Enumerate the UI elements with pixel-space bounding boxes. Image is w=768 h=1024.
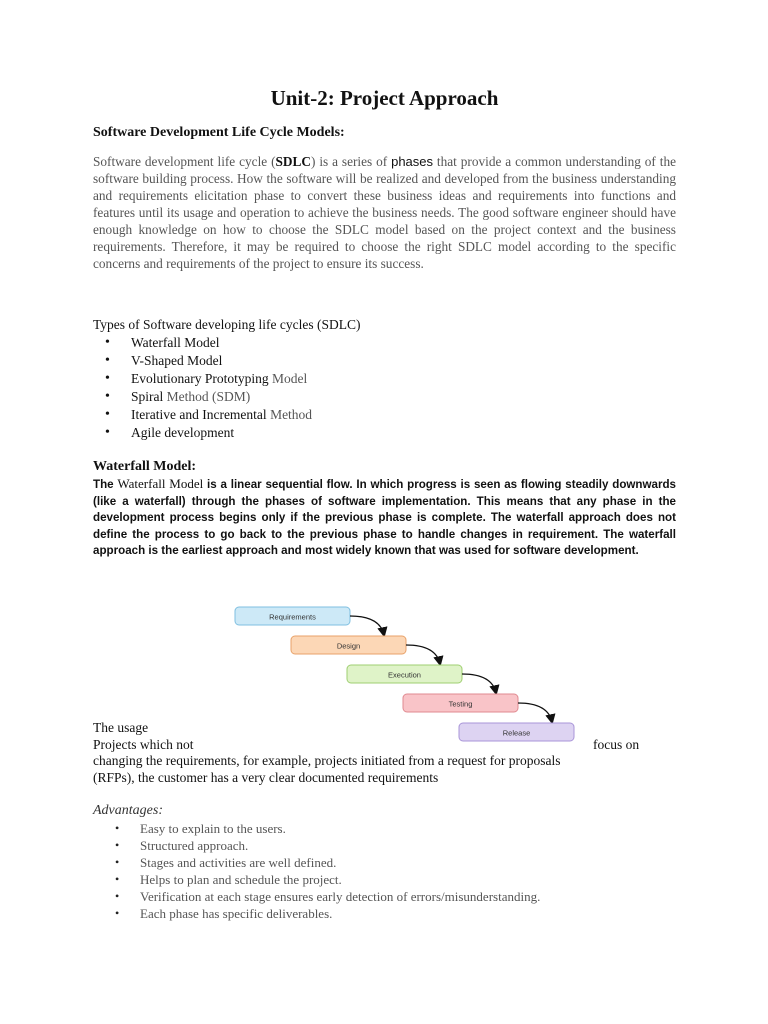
- types-intro: Types of Software developing life cycles (SDLC): [93, 317, 361, 332]
- intro-paragraph: [93, 153, 676, 272]
- usage-line-2b: focus on: [593, 737, 640, 752]
- usage-line-4: (RFPs), the customer has a very clear documented requirements: [93, 770, 439, 785]
- list-item: [93, 334, 312, 352]
- list-item-extra: Method: [270, 407, 313, 422]
- flow-arrow: [350, 616, 384, 635]
- diagram-steps: [235, 607, 574, 741]
- list-item: [93, 370, 312, 388]
- list-item: [93, 406, 312, 424]
- intro-phases-link: phases: [391, 154, 434, 169]
- flow-arrow: [518, 703, 552, 722]
- list-item-text: V-Shaped Model: [131, 353, 223, 368]
- usage-line-3: changing the requirements, for example, projects initiated from a request for proposals: [93, 753, 561, 768]
- list-item-extra: Method (SDM): [166, 389, 251, 404]
- list-item-text: Spiral: [131, 389, 167, 404]
- list-item-extra: Model: [272, 371, 308, 386]
- list-item: [93, 352, 312, 370]
- list-item: • Structured approach.: [93, 837, 540, 854]
- usage-line-1: The usage: [93, 720, 149, 735]
- intro-text-1: Software development life cycle (: [93, 154, 276, 169]
- intro-text-3: that provide a common understanding of the software building process. How the software will be realized and developed from the business understanding and requirements elicitation phase to convert these business ideas and requirements into functions and features until its usage and operation to achieve the business needs. The good software engineer should have enough knowledge on how to choose the SDLC model based on the project context and the business requirements.: [93, 154, 677, 254]
- usage-line-2a: Projects which not: [93, 737, 194, 752]
- waterfall-lead: The: [93, 478, 118, 491]
- advantages-list: [93, 820, 540, 922]
- types-list: [93, 334, 312, 442]
- waterfall-model-name: Waterfall Model: [117, 476, 204, 491]
- section-subheading: Software Development Life Cycle Models:: [93, 125, 345, 140]
- waterfall-paragraph: [93, 476, 676, 560]
- advantages-heading: Advantages:: [93, 803, 163, 818]
- intro-text-4: Therefore, it may be required to choose the right SDLC model according to the specific concerns and requirements of the project to ensure its success.: [93, 239, 676, 271]
- list-item: [93, 388, 312, 406]
- waterfall-body: is a linear sequential flow. In which progress is seen as flowing steadily downwards (like a waterfall) through the phases of software implementation. This means that any phase in the development process begins only if the previous phase is complete. The waterfall approach does not define the process to go back to the previous phase to handle changes in requirement. The waterfall approach is the earliest approach and most widely known that was used for software development.: [93, 478, 677, 557]
- list-item: • Helps to plan and schedule the project.: [93, 871, 540, 888]
- intro-text-2: ) is a series of: [311, 154, 392, 169]
- step-label-testing: Testing: [448, 699, 473, 709]
- list-item-text: Waterfall Model: [131, 335, 220, 350]
- step-label-execution: Execution: [388, 670, 421, 680]
- list-item-text: Iterative and Incremental: [131, 407, 271, 422]
- step-label-release: Release: [502, 728, 531, 738]
- waterfall-diagram: [232, 598, 592, 748]
- list-item-text: Agile development: [131, 425, 235, 440]
- list-item: • Verification at each stage ensures early detection of errors/misunderstanding.: [93, 888, 540, 905]
- list-item: [93, 424, 312, 442]
- list-item: • Easy to explain to the users.: [93, 820, 540, 837]
- step-label-requirements: Requirements: [269, 612, 316, 622]
- list-item-text: Evolutionary Prototyping: [131, 371, 272, 386]
- list-item: • Each phase has specific deliverables.: [93, 905, 540, 922]
- page-title: Unit-2: Project Approach: [270, 86, 499, 110]
- waterfall-heading: Waterfall Model:: [93, 459, 197, 474]
- list-item: • Stages and activities are well defined.: [93, 854, 540, 871]
- intro-sdlc: SDLC: [275, 154, 311, 169]
- flow-arrow: [406, 645, 440, 664]
- flow-arrow: [462, 674, 496, 693]
- step-label-design: Design: [336, 641, 361, 651]
